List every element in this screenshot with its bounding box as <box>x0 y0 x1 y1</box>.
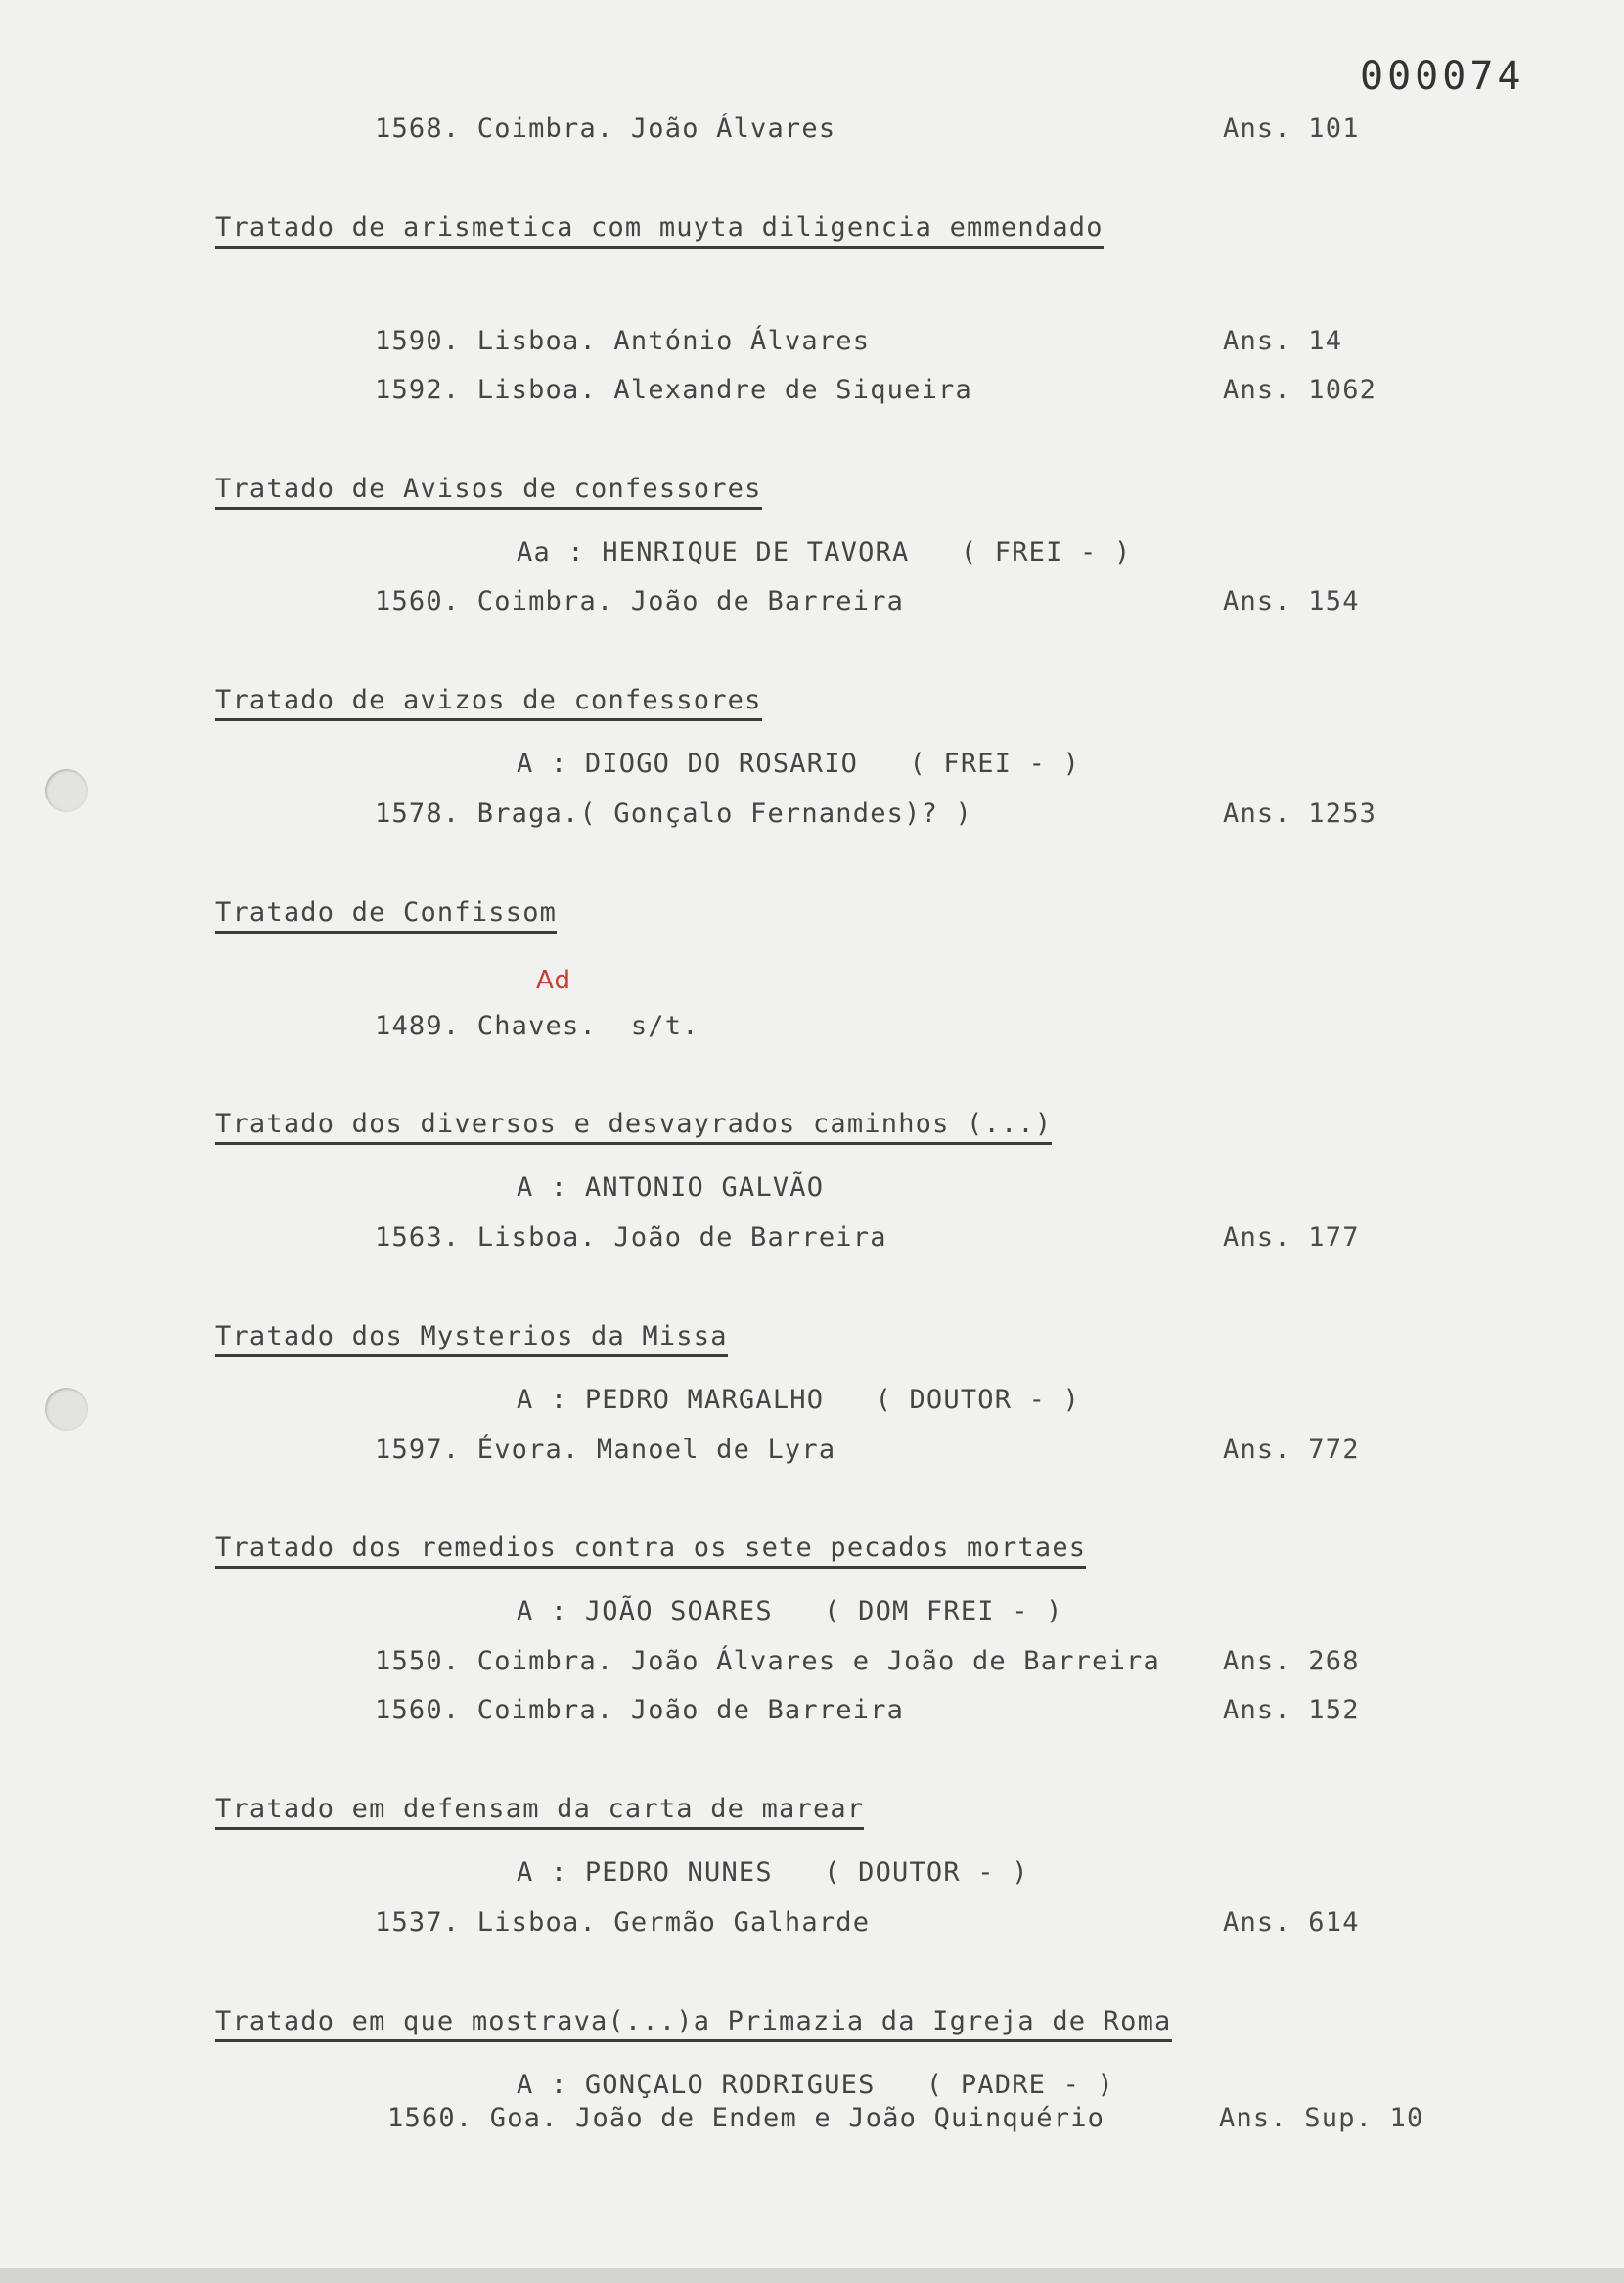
author-line: A : ANTONIO GALVÃO <box>517 1172 825 1203</box>
imprint-line: 1578. Braga.( Gonçalo Fernandes)? ) <box>375 799 972 829</box>
reference-number: Ans. 268 <box>1223 1646 1360 1676</box>
entry-title: Tratado de Confissom <box>215 896 557 934</box>
reference-number: Ans. 154 <box>1223 586 1360 616</box>
entry-title: Tratado dos remedios contra os sete pecados mortaes <box>215 1531 1086 1569</box>
author-line: A : JOÃO SOARES ( DOM FREI - ) <box>517 1596 1063 1626</box>
author-line: A : PEDRO MARGALHO ( DOUTOR - ) <box>517 1385 1081 1415</box>
reference-number: Ans. 14 <box>1223 326 1343 356</box>
entry-title: Tratado em que mostrava(...)a Primazia da Igreja de Roma <box>215 2005 1172 2042</box>
imprint-line: 1597. Évora. Manoel de Lyra <box>375 1435 836 1465</box>
reference-number: Ans. 1253 <box>1223 799 1377 829</box>
entry-title: Tratado de arismetica com muyta diligencia emmendado <box>215 211 1104 249</box>
reference-number: Ans. Sup. 10 <box>1219 2103 1424 2133</box>
entry-title: Tratado dos Mysterios da Missa <box>215 1320 728 1357</box>
reference-number: Ans. 772 <box>1223 1435 1360 1465</box>
entry-title: Tratado dos diversos e desvayrados caminhos (...) <box>215 1108 1052 1145</box>
page-number-stamp: 000074 <box>1360 54 1525 99</box>
imprint-line: 1563. Lisboa. João de Barreira <box>375 1222 887 1253</box>
handwritten-annotation: Ad <box>536 966 572 995</box>
imprint-line: 1590. Lisboa. António Álvares <box>375 326 871 356</box>
imprint-line: 1537. Lisboa. Germão Galharde <box>375 1907 871 1938</box>
imprint-line: 1560. Coimbra. João de Barreira <box>375 586 905 616</box>
imprint-line: 1560. Goa. João de Endem e João Quinquério <box>387 2103 1105 2133</box>
imprint-line: 1550. Coimbra. João Álvares e João de Barreira <box>375 1646 1160 1676</box>
reference-number: Ans. 101 <box>1223 114 1360 144</box>
entry-title: Tratado de Avisos de confessores <box>215 473 762 510</box>
punch-hole <box>45 769 88 812</box>
reference-number: Ans. 177 <box>1223 1222 1360 1253</box>
imprint-line: 1560. Coimbra. João de Barreira <box>375 1695 905 1725</box>
page-bottom-edge <box>0 2268 1624 2283</box>
reference-number: Ans. 614 <box>1223 1907 1360 1938</box>
entry-title: Tratado em defensam da carta de marear <box>215 1793 864 1830</box>
author-line: A : PEDRO NUNES ( DOUTOR - ) <box>517 1857 1029 1888</box>
author-line: A : GONÇALO RODRIGUES ( PADRE - ) <box>517 2070 1114 2100</box>
entry-title: Tratado de avizos de confessores <box>215 684 762 721</box>
reference-number: Ans. 152 <box>1223 1695 1360 1725</box>
punch-hole <box>45 1388 88 1431</box>
author-line: Aa : HENRIQUE DE TAVORA ( FREI - ) <box>517 537 1132 568</box>
imprint-line: 1592. Lisboa. Alexandre de Siqueira <box>375 375 972 405</box>
author-line: A : DIOGO DO ROSARIO ( FREI - ) <box>517 749 1081 779</box>
reference-number: Ans. 1062 <box>1223 375 1377 405</box>
imprint-line: 1568. Coimbra. João Álvares <box>375 114 836 144</box>
imprint-line: 1489. Chaves. s/t. <box>375 1011 699 1041</box>
